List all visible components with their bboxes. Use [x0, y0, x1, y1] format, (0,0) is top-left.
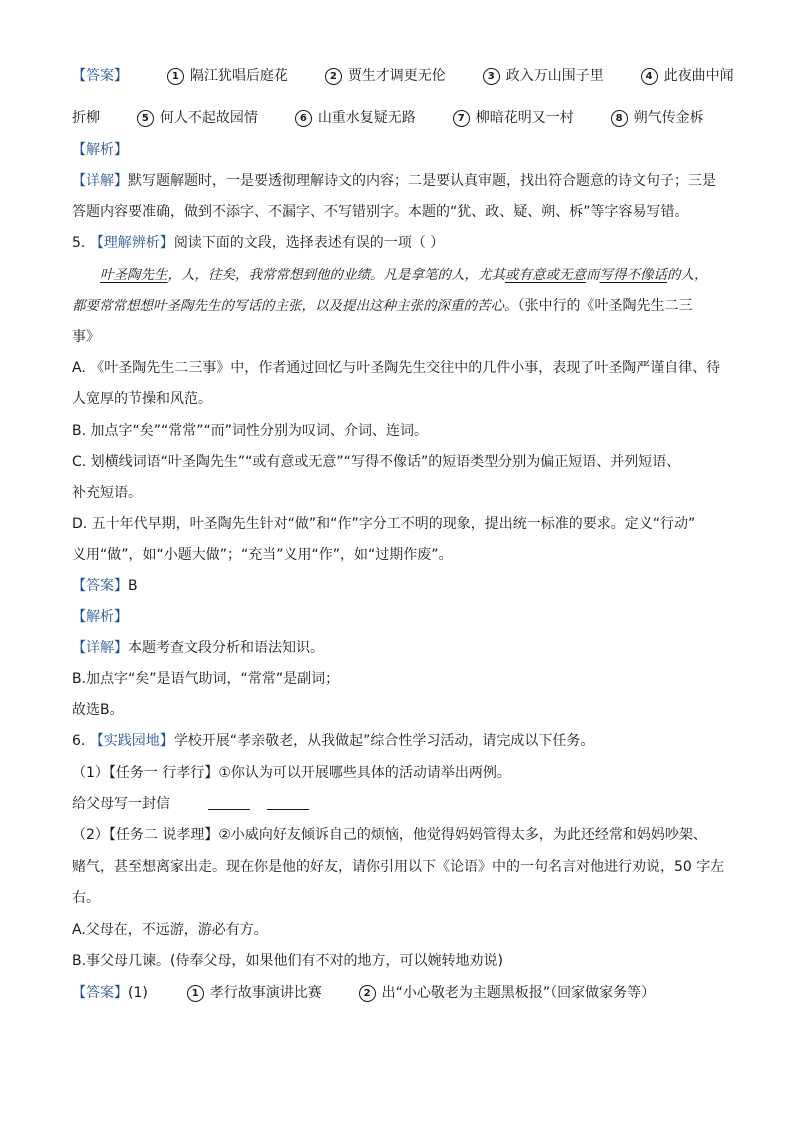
answer-line-2 [72, 108, 724, 128]
answer-item-7: 7 柳暗花明又一村 [453, 110, 574, 126]
q6-option-a: A.父母在，不远游，游必有方。 [72, 922, 268, 938]
task-1-example: 给父母写一封信 [72, 794, 724, 814]
answer-item-4: 4 此夜曲中闻 [641, 68, 734, 84]
answer-item-8: 8 朔气传金柝 [611, 110, 704, 126]
q5-answer: 【答案】B [72, 578, 138, 594]
task-1: （1）【任务一 行孝行】①你认为可以开展哪些具体的活动请举出两例。 [72, 765, 511, 781]
task-2-line-1: （2）【任务二 说孝理】②小威向好友倾诉自己的烦恼，他觉得妈妈管得太多，为此还经常和妈妈吵架、 [72, 827, 707, 843]
option-a-line-1: A. 《叶圣陶先生二三事》中，作者通过回忆与叶圣陶先生交往中的几件小事，表现了叶圣陶严谨自律、待 [72, 360, 721, 376]
q5-detail: 【详解】本题考查文段分析和语法知识。 [72, 640, 324, 656]
quote-line-2: 都要常常想想叶圣陶先生的写话的主张，以及提出这种主张的深重的苦心。（张中行的《叶圣陶先生二三 [72, 298, 693, 314]
option-d-line-2: 义用“做”，如“小题大做”；“充当”义用“作”，如“过期作废”。 [72, 547, 453, 563]
q6-answer: 【答案】(1) 1 孝行故事演讲比赛 2 出“小心敬老为主题黑板报”（回家做家务等） [72, 985, 656, 1001]
option-b: B. 加点字“矣”“常常”“而”词性分别为叹词、介词、连词。 [72, 423, 429, 439]
question-6-stem: 6. 【实践园地】学校开展“孝亲敬老，从我做起”综合性学习活动，请完成以下任务。 [72, 733, 595, 749]
answer-item-6: 6 山重水复疑无路 [295, 110, 416, 126]
q6-answer-item-2: 2 出“小心敬老为主题黑板报”（回家做家务等） [359, 985, 656, 1001]
answer-item-1: 1 隔江犹唱后庭花 [167, 68, 288, 84]
option-c-line-1: C. 划横线词语“叶圣陶先生”“或有意或无意”“写得不像话”的短语类型分别为偏正短语、并列短语、 [72, 454, 681, 470]
question-5-stem: 5. 【理解辨析】阅读下面的文段，选择表述有误的一项（ ） [72, 235, 445, 251]
quote-source-end: 事》 [72, 329, 100, 345]
analysis-tag-1: 【解析】 [72, 142, 128, 158]
task-2-line-2: 赌气，甚至想离家出走。现在你是他的好友，请你引用以下《论语》中的一句名言对他进行劝说，50 字左 [72, 859, 725, 875]
detail-line-1: 【详解】默写题解题时，一是要透彻理解诗文的内容；二是要认真审题，找出符合题意的诗文句子；三是 [72, 173, 716, 189]
q5-conclusion: 故选B。 [72, 702, 124, 718]
q6-answer-item-1: 1 孝行故事演讲比赛 [187, 985, 322, 1001]
answer-item-5: 5 何人不起故园情 [137, 110, 258, 126]
answer-continuation: 折柳 [72, 110, 100, 126]
answer-blank-2[interactable] [267, 795, 309, 810]
option-a-line-2: 人宽厚的节操和风范。 [72, 391, 212, 407]
option-d-line-1: D. 五十年代早期，叶圣陶先生针对“做”和“作”字分工不明的现象，提出统一标准的要求。定义“行动” [72, 516, 696, 532]
q5-detail-2: B.加点字“矣”是语气助词，“常常”是副词； [72, 671, 340, 687]
q6-option-b: B.事父母几谏。(侍奉父母，如果他们有不对的地方，可以婉转地劝说) [72, 953, 503, 969]
answer-item-2: 2 贾生才调更无伦 [325, 68, 446, 84]
answer-blank-1[interactable] [208, 795, 250, 810]
task-2-line-3: 右。 [72, 890, 100, 906]
quote-line-1: 叶圣陶先生，人，往矣，我常常想到他的业绩。凡是拿笔的人，尤其或有意或无意而写得不像话的人， [100, 267, 708, 283]
answer-tag: 【答案】 [72, 68, 128, 84]
detail-line-2: 答题内容要准确，做到不添字、不漏字、不写错别字。本题的“犹、政、疑、朔、柝”等字容易写错。 [72, 204, 689, 220]
analysis-tag-2: 【解析】 [72, 609, 128, 625]
answer-item-3: 3 政入万山围子里 [483, 68, 604, 84]
option-c-line-2: 补充短语。 [72, 485, 142, 501]
answer-line-1 [72, 66, 734, 86]
